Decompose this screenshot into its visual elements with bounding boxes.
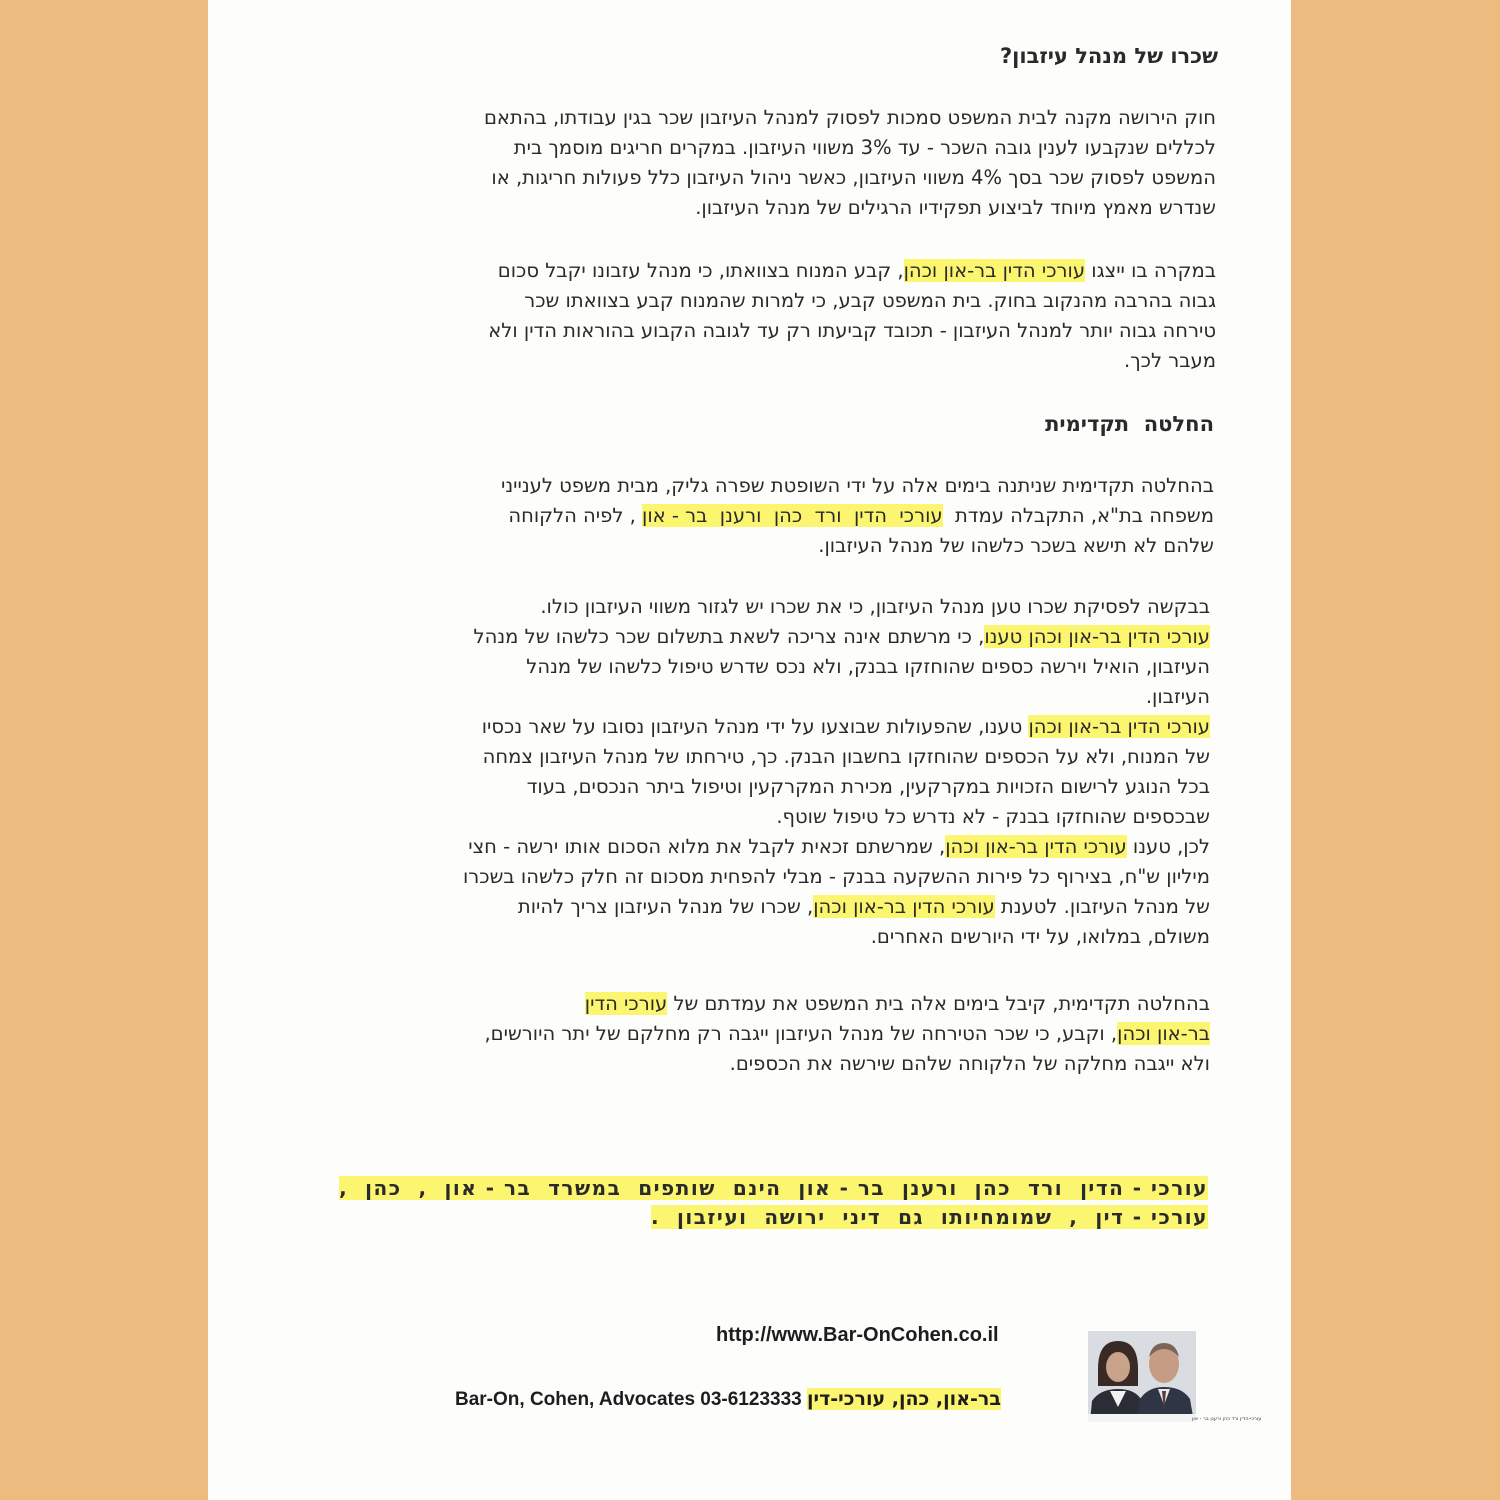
paragraph-line: מיליון ש"ח, בצירוף כל פירות ההשקעה בבנק - מבלי להפחית מסכום זה חלק כלשהו בשכרו [462,865,1210,888]
paragraph-line: בהחלטה תקדימית, קיבל בימים אלה בית המשפט את עמדתם של עורכי הדין [584,992,1210,1015]
website-url[interactable]: http://www.Bar-OnCohen.co.il [716,1324,999,1346]
firm-highlight: עורכי הדין בר-און וכהן [1028,715,1210,738]
paragraph-line: המשפט לפסוק שכר בסך 4% משווי העיזבון, כאשר ניהול העיזבון כלל פעולות חריגות, או [491,166,1216,189]
lawyers-photo-drawing [1088,1331,1262,1422]
paragraph-line: שלהם לא תישא בשכר כלשהו של מנהל העיזבון. [818,534,1214,557]
footer-contact [455,1388,1001,1411]
firm-highlight: עורכי הדין [584,992,668,1015]
paragraph-line: העיזבון, הואיל וירשה כספים שהוחזקו בבנק, ולא נכס שדרש טיפול כלשהו של מנהל [526,655,1210,678]
lawyers-photo [1088,1331,1262,1422]
paragraph-line: שנדרש מאמץ מיוחד לביצוע תפקידיו הרגילים של מנהל העיזבון. [695,196,1216,219]
paragraph-line: בבקשה לפסיקת שכרו טען מנהל העיזבון, כי את שכרו יש לגזור משווי העיזבון כולו. [540,595,1210,618]
paragraph-line: ולא ייגבה מחלקה של הלקוחה שלהם שירשה את הכספים. [729,1052,1210,1075]
paragraph-decision [484,989,1210,1079]
paragraph-line: במקרה בו ייצגו עורכי הדין בר-און וכהן, קבע המנוח בצוואתו, כי מנהל עזבונו יקבל סכום [497,259,1216,282]
paragraph-line: שבכספים שהוחזקו בבנק - לא נדרש כל טיפול שוטף. [776,805,1210,828]
footer-hebrew: בר-און, כהן, עורכי-דין [807,1388,1001,1410]
heading-fee: שכרו של מנהל עיזבון? [999,44,1218,68]
closing-statement [339,1174,1208,1232]
paragraph-case [488,256,1216,376]
firm-highlight: עורכי הדין ורד כהן ורענן בר - און [642,504,943,527]
firm-highlight: עורכי הדין בר-און וכהן טענו [984,625,1210,648]
paragraph-line: חוק הירושה מקנה לבית המשפט סמכות לפסוק למנהל העיזבון שכר בגין עבודתו, בהתאם [483,106,1216,129]
paragraph-line: של מנהל העיזבון. לטענת עורכי הדין בר-און וכהן, שכרו של מנהל העיזבון צריך להיות [517,895,1210,918]
paragraph-line: לכללים שנקבעו לענין גובה השכר - עד 3% משווי העיזבון. במקרים חריגים מוסמך בית [513,136,1216,159]
paragraph-line: משפחה בת"א, התקבלה עמדת עורכי הדין ורד כהן ורענן בר - און , לפיה הלקוחה [508,504,1214,527]
paragraph-line: גבוה בהרבה מהנקוב בחוק. בית המשפט קבע, כי למרות שהמנוח קבע בצוואתו שכר [524,289,1216,312]
paragraph-line: העיזבון. [1145,685,1210,708]
footer-english: Bar-On, Cohen, Advocates 03-6123333 [455,1389,807,1410]
firm-highlight: עורכי הדין בר-און וכהן [813,895,995,918]
closing-line: עורכי - הדין ורד כהן ורענן בר - און הינם שותפים במשרד בר - און , כהן , [339,1176,1208,1200]
photo-caption: עורכי-הדין ורד כהן ורענן בר - און [1192,1416,1262,1422]
paragraph-arguments [463,592,1210,952]
paragraph-line: של המנוח, ולא על הכספים שהוחזקו בחשבון הבנק. כך, טירחתו של מנהל העיזבון צמחה [482,745,1210,768]
paragraph-line: עורכי הדין בר-און וכהן טענו, כי מרשתם אינה צריכה לשאת בתשלום שכר כלשהו של מנהל [473,625,1210,648]
paragraph-line: מעבר לכך. [1124,349,1216,372]
firm-highlight: בר-און וכהן [1117,1022,1210,1045]
paragraph-law [484,103,1216,223]
paragraph-line: בכל הנוגע לרישום הזכויות במקרקעין, מכירת המקרקעין וטיפול ביתר הנכסים, בעוד [526,775,1210,798]
paragraph-line: משולם, במלואו, על ידי היורשים האחרים. [870,925,1210,948]
paragraph-line: לכן, טענו עורכי הדין בר-און וכהן, שמרשתם זכאית לקבל את מלוא הסכום אותו ירשה - חצי [468,835,1210,858]
firm-highlight: עורכי הדין בר-און וכהן [903,259,1086,282]
paragraph-line: בר-און וכהן, וקבע, כי שכר הטירחה של מנהל העיזבון ייגבה רק מחלקם של יתר היורשים, [484,1022,1210,1045]
firm-highlight: עורכי הדין בר-און וכהן [945,835,1127,858]
paragraph-line: עורכי הדין בר-און וכהן טענו, שהפעולות שבוצעו על ידי מנהל העיזבון נסובו על שאר נכסיו [481,715,1210,738]
paragraph-ruling [501,471,1214,561]
paragraph-line: טירחה גבוה יותר למנהל העיזבון - תכובד קביעתו רק עד לגובה הקבוע בהוראות הדין ולא [488,319,1216,342]
paragraph-line: בהחלטה תקדימית שניתנה בימים אלה על ידי השופטת שפרה גליק, מבית משפט לענייני [500,474,1214,497]
closing-line: עורכי - דין , שמומחיותו גם דיני ירושה ועיזבון . [650,1205,1208,1229]
heading-precedent: החלטה תקדימית [1045,412,1214,436]
